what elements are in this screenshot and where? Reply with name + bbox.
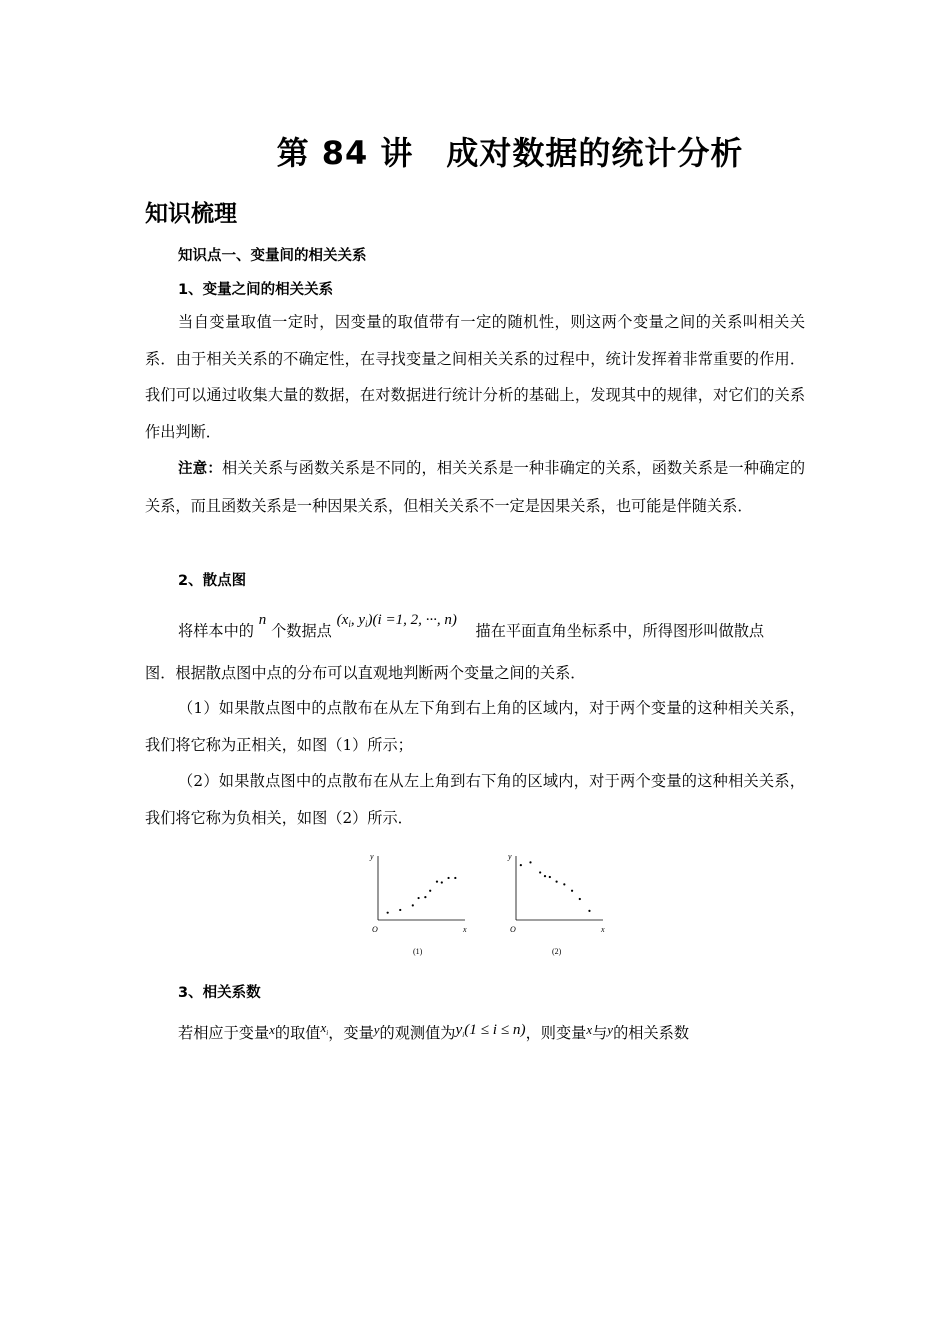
plot2-y-label: y bbox=[508, 852, 512, 861]
n-variable: n bbox=[258, 612, 267, 628]
note-text: 相关关系与函数关系是不同的，相关关系是一种非确定的关系，函数关系是一种确定的关系，而且函数关系是一种因果关系，但相关关系不一定是因果关系，也可能是伴随关系． bbox=[145, 459, 806, 515]
plot2-point bbox=[556, 881, 558, 883]
scatter-plot-1 bbox=[369, 852, 467, 956]
note-label: 注意： bbox=[178, 461, 222, 477]
p5-text-f: 与 bbox=[592, 1024, 608, 1042]
scatter-svg bbox=[360, 848, 620, 963]
plot1-point bbox=[412, 904, 414, 906]
plot2-point bbox=[588, 910, 590, 912]
plot2-point bbox=[571, 890, 573, 892]
paragraph-5 bbox=[178, 1022, 689, 1043]
section-heading: 知识梳理 bbox=[145, 201, 237, 227]
index-range: (1 ≤ i ≤ n) bbox=[464, 1021, 526, 1038]
plot1-point bbox=[424, 896, 426, 898]
subheading-3: 3、相关系数 bbox=[178, 985, 261, 1001]
p5-text-d: 的观测值为 bbox=[379, 1024, 456, 1042]
plot1-points bbox=[387, 877, 457, 914]
var-xi: $x_i$ bbox=[320, 1020, 329, 1037]
plot1-x-label: x bbox=[463, 925, 467, 934]
p2-text-c: 描在平面直角坐标系中，所得图形叫做散点 bbox=[475, 622, 765, 640]
plot2-origin: O bbox=[510, 925, 516, 934]
paragraph-2-line-2: 图．根据散点图中点的分布可以直观地判断两个变量之间的关系． bbox=[145, 664, 586, 682]
paragraph-4-text: （2）如果散点图中的点散布在从左上角到右下角的区域内，对于两个变量的这种相关关系，我们将它称为负相关，如图（2）所示． bbox=[145, 772, 805, 827]
p5-text-c: ，变量 bbox=[328, 1024, 374, 1042]
var-y-2: y bbox=[607, 1022, 614, 1037]
plot2-points bbox=[520, 861, 591, 912]
paragraph-1 bbox=[145, 304, 805, 450]
paragraph-4 bbox=[145, 763, 805, 836]
plot2-point bbox=[549, 876, 551, 878]
plot1-point bbox=[454, 877, 456, 879]
var-yi-base: y bbox=[455, 1021, 463, 1038]
scatter-plot-2 bbox=[507, 852, 605, 956]
var-x-2: x bbox=[586, 1022, 593, 1037]
var-x: x bbox=[269, 1022, 275, 1037]
p5-text-e: ，则变量 bbox=[525, 1024, 587, 1042]
plot1-y-label: y bbox=[370, 852, 374, 861]
plot2-x-label: x bbox=[601, 925, 605, 934]
var-y: y bbox=[373, 1022, 380, 1037]
plot2-point bbox=[539, 871, 541, 873]
p2-text-b: 个数据点 bbox=[271, 622, 332, 640]
plot1-point bbox=[436, 881, 438, 883]
plot2-point bbox=[579, 898, 581, 900]
paragraph-1-text: 当自变量取值一定时，因变量的取值带有一定的随机性，则这两个变量之间的关系叫相关关系．由于相关关系的不确定性，在寻找变量之间相关关系的过程中，统计发挥着非常重要的作用．我们可以通过收集大量的数据，在对数据进行统计分析的基础上，发现其中的规律，对它们的关系作出判断． bbox=[145, 313, 805, 441]
plot1-caption: (1) bbox=[413, 947, 423, 956]
plot2-point bbox=[544, 875, 546, 877]
plot1-point bbox=[399, 909, 401, 911]
p5-text-g: 的相关系数 bbox=[613, 1024, 690, 1042]
paragraph-3-text: （1）如果散点图中的点散布在从左下角到右上角的区域内，对于两个变量的这种相关关系，我们将它称为正相关，如图（1）所示； bbox=[145, 699, 805, 754]
plot2-caption: (2) bbox=[552, 947, 562, 956]
plot1-origin: O bbox=[372, 925, 378, 934]
scatter-figures bbox=[360, 848, 620, 963]
p5-text-b: 的取值 bbox=[274, 1024, 321, 1042]
page-title: 第 84 讲 成对数据的统计分析 bbox=[276, 134, 744, 172]
p5-text-a: 若相应于变量 bbox=[178, 1024, 270, 1042]
subheading-2: 2、散点图 bbox=[178, 573, 247, 589]
plot1-point bbox=[441, 881, 443, 883]
plot2-point bbox=[563, 883, 565, 885]
note-paragraph bbox=[145, 450, 805, 524]
data-point-formula: ($x_i$, $y_i)(i =1$, 2, ···, n) bbox=[336, 612, 457, 629]
var-xi-base: x bbox=[320, 1020, 327, 1035]
plot1-point bbox=[387, 912, 389, 914]
var-yi: $y_i$ bbox=[455, 1021, 465, 1039]
plot1-point bbox=[447, 877, 449, 879]
subheading-1: 1、变量之间的相关关系 bbox=[178, 282, 334, 298]
knowledge-point-heading: 知识点一、变量间的相关关系 bbox=[178, 248, 367, 264]
plot1-point bbox=[429, 890, 431, 892]
plot1-point bbox=[418, 897, 420, 899]
paragraph-2-line-1 bbox=[178, 612, 765, 641]
plot2-point bbox=[529, 861, 531, 863]
paragraph-3 bbox=[145, 690, 805, 763]
p2-text-a: 将样本中的 bbox=[178, 622, 254, 640]
plot2-point bbox=[520, 864, 522, 866]
